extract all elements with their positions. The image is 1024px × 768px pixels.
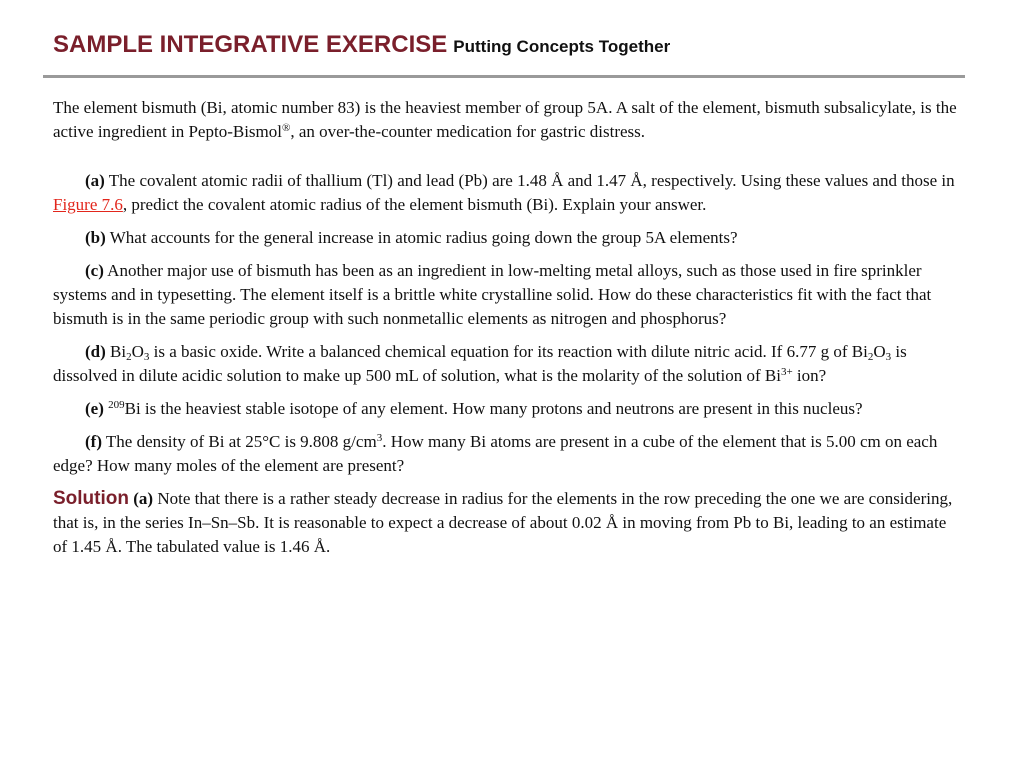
question-c xyxy=(53,259,958,331)
exercise-title: SAMPLE INTEGRATIVE EXERCISE xyxy=(53,31,448,58)
question-d xyxy=(53,340,958,388)
formula-sub-bi: 2 xyxy=(126,351,132,363)
question-f xyxy=(53,430,958,478)
title-divider xyxy=(43,75,965,78)
formula-bi2o3-base: Bi xyxy=(105,342,127,361)
question-a-label: (a) xyxy=(85,171,105,190)
solution-paragraph xyxy=(53,487,958,559)
formula2-sub-bi: 2 xyxy=(867,351,874,363)
solution-heading: Solution xyxy=(53,488,129,509)
question-b xyxy=(53,226,958,250)
question-e xyxy=(53,397,958,421)
intro-text-1: The element bismuth (Bi, atomic number 83) is the heaviest member of group 5A. A salt of the element, bismuth subsalicylate, is the active ingredient in Pepto-Bismol xyxy=(53,98,957,141)
solution-a-text: Note that there is a rather steady decrease in radius for the elements in the row preceding the one we are considering, that is, in the series In–Sn–Sb. It is reasonable to expect a decrease of about 0.02 Å in moving from Pb to Bi, leading to an estimate of 1.45 Å. The tabulated value is 1.46 Å. xyxy=(53,489,953,556)
question-f-text-1: The density of Bi at 25°C is 9.808 g/cm xyxy=(101,432,377,451)
question-f-label: (f) xyxy=(85,432,102,451)
formula2-sub-o: 3 xyxy=(885,351,892,363)
figure-7-6-link[interactable]: Figure 7.6 xyxy=(53,195,123,214)
question-c-label: (c) xyxy=(85,261,104,280)
question-d-text-2: is dissolved in dilute acidic solution to make up 500 mL of solution, what is the molarity of the solution of Bi xyxy=(53,342,907,385)
question-d-text-3: ion? xyxy=(792,366,827,385)
question-a xyxy=(53,169,958,217)
question-b-label: (b) xyxy=(85,228,106,247)
question-d-label: (d) xyxy=(85,342,106,361)
isotope-mass-number: 209 xyxy=(108,399,125,411)
question-d-text-1: is a basic oxide. Write a balanced chemical equation for its reaction with dilute nitric acid. If 6.77 g of Bi xyxy=(149,342,868,361)
question-f-text-2: . How many Bi atoms are present in a cube of the element that is 5.00 cm on each edge? How many moles of the element are present? xyxy=(53,432,938,475)
formula-sub-o: 3 xyxy=(143,351,150,363)
question-e-label: (e) xyxy=(85,399,104,418)
cubic-exponent: 3 xyxy=(376,432,383,444)
intro-paragraph xyxy=(53,96,958,144)
slide-title xyxy=(53,31,670,59)
solution-a-label: (a) xyxy=(133,489,154,508)
exercise-subtitle: Putting Concepts Together xyxy=(453,37,671,56)
question-e-text: Bi is the heaviest stable isotope of any element. How many protons and neutrons are present in this nucleus? xyxy=(124,399,863,418)
question-a-text-1: The covalent atomic radii of thallium (Tl) and lead (Pb) are 1.48 Å and 1.47 Å, respectively. Using these values and those in xyxy=(104,171,955,190)
question-a-text-2: , predict the covalent atomic radius of the element bismuth (Bi). Explain your answer. xyxy=(122,195,707,214)
exercise-body xyxy=(53,96,958,568)
intro-text-2: , an over-the-counter medication for gastric distress. xyxy=(290,122,646,141)
question-b-text: What accounts for the general increase in atomic radius going down the group 5A elements? xyxy=(105,228,738,247)
ion-charge: 3+ xyxy=(780,366,793,378)
registered-mark: ® xyxy=(282,122,291,134)
formula2-oxygen: O xyxy=(873,342,886,361)
formula-oxygen: O xyxy=(131,342,144,361)
question-c-text: Another major use of bismuth has been as an ingredient in low-melting metal alloys, such as those used in fire sprinkler systems and in typesetting. The element itself is a brittle white crystalline solid. How do these characteristics fit with the fact that bismuth is in the same periodic group with such nonmetallic elements as nitrogen and phosphorus? xyxy=(53,261,932,328)
